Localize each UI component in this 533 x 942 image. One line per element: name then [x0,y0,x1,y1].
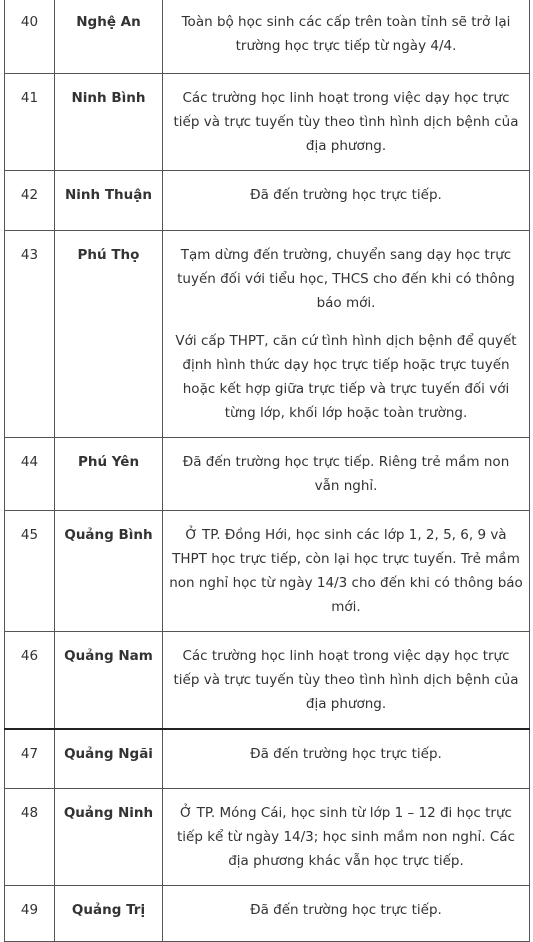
table-body [5,0,530,942]
row-number: 45 [5,510,55,631]
table-row [5,437,530,510]
province-name: Nghệ An [55,0,163,73]
status-cell [163,0,530,73]
status-cell [163,729,530,789]
table-row [5,73,530,170]
row-number: 40 [5,0,55,73]
table-row [5,729,530,789]
table-row [5,789,530,886]
status-cell [163,631,530,729]
status-cell [163,230,530,437]
province-name: Phú Yên [55,437,163,510]
status-text: Đã đến trường học trực tiếp. [250,186,442,203]
status-cell [163,73,530,170]
table-row [5,510,530,631]
status-cell [163,789,530,886]
province-name: Ninh Thuận [55,170,163,230]
status-text: Với cấp THPT, căn cứ tình hình dịch bệnh để quyết định hình thức dạy học trực tiếp hoặc trực tuyến hoặc kết hợp giữa trực tiếp và trực tuyến đối với từng lớp, khối lớp hoặc toàn trường. [175,332,517,421]
row-number: 46 [5,631,55,729]
table-row [5,170,530,230]
status-cell [163,170,530,230]
row-number: 42 [5,170,55,230]
status-cell [163,437,530,510]
status-text: Ở TP. Đồng Hới, học sinh các lớp 1, 2, 5, 6, 9 và THPT học trực tiếp, còn lại học trực tuyến. Trẻ mầm non nghỉ học từ ngày 14/3 cho đến khi có thông báo mới. [169,526,523,615]
status-text: Đã đến trường học trực tiếp. [250,902,442,918]
table-row [5,886,530,942]
table-row [5,631,530,729]
province-name: Ninh Bình [55,73,163,170]
table-row [5,0,530,73]
province-name: Phú Thọ [55,230,163,437]
province-name: Quảng Nam [55,631,163,729]
status-cell [163,510,530,631]
row-number: 48 [5,789,55,886]
province-name: Quảng Trị [55,886,163,942]
status-text: Các trường học linh hoạt trong việc dạy học trực tiếp và trực tuyến tùy theo tình hình dịch bệnh của địa phương. [173,647,519,712]
table-row [5,230,530,437]
status-text: Đã đến trường học trực tiếp. [250,745,442,762]
row-number: 41 [5,73,55,170]
province-name: Quảng Bình [55,510,163,631]
status-cell [163,886,530,942]
province-name: Quảng Ngãi [55,729,163,789]
status-text: Tạm dừng đến trường, chuyển sang dạy học trực tuyến đối với tiểu học, THCS cho đến khi có thông báo mới. [177,246,515,311]
status-text: Đã đến trường học trực tiếp. Riêng trẻ mầm non vẫn nghỉ. [182,453,510,494]
province-school-status-table [4,0,530,942]
row-number: 49 [5,886,55,942]
status-text: Các trường học linh hoạt trong việc dạy học trực tiếp và trực tuyến tùy theo tình hình dịch bệnh của địa phương. [173,89,519,154]
status-text: Ở TP. Móng Cái, học sinh từ lớp 1 – 12 đi học trực tiếp kể từ ngày 14/3; học sinh mầm non nghỉ. Các địa phương khác vẫn học trực tiếp. [177,805,515,869]
row-number: 44 [5,437,55,510]
status-text: Toàn bộ học sinh các cấp trên toàn tỉnh sẽ trở lại trường học trực tiếp từ ngày 4/4. [181,14,511,54]
row-number: 43 [5,230,55,437]
province-name: Quảng Ninh [55,789,163,886]
row-number: 47 [5,729,55,789]
